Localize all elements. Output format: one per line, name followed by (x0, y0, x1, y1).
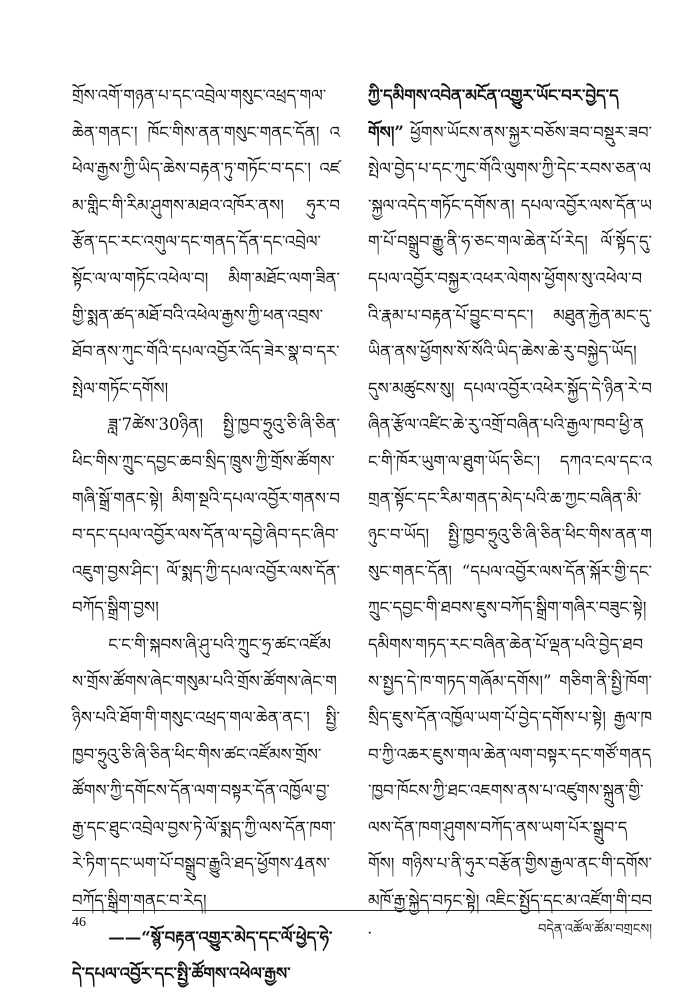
paragraph: ཟླ་7ཚེས་30ཉིན། སྤྱི་ཁྱབ་ཧྲུའུ་ཅི་ཞི་ཅིན་ཕིང་གིས་ཀྲུང་དབྱང་ཆབ་སྲིད་ཁྲུས་ཀྱི་གྲོས་ཚོགས་གཞི་སྒྲོ་གནང་སྟེ། མིག་སྔའི་དཔལ་འབྱོར་གནས་བབ་དང་དཔལ་འབྱོར་ལས་དོན་ལ་དབྱེ་ཞིབ་དང་ཞིབ་འཇུག་བྱས་ཤིང་། ལོ་སྨད་ཀྱི་དཔལ་འབྱོར་ལས་དོན་བཀོད་སྒྲིག་བྱས། (72, 415, 340, 618)
section-heading-continued: ཀྱི་དམིགས་འབེན་མངོན་འགྱུར་ཡོང་བར་བྱེད་དགོས།” (368, 86, 619, 142)
section-heading: ——“སྙོ་བརྟན་འགྱུར་མེད་དང་ལོ་ཕྱེད་ཧེ་དེ་དཔལ་འབྱོར་དང་སྤྱི་ཚོགས་འཕེལ་རྒྱས་ (72, 927, 333, 984)
paragraph: ང་ང་གི་སྐབས་ཞི་ཤུ་པའི་ཀྲུང་ཧྲ་ཚང་འཛོམས་གྲོས་ཚོགས་ཞེང་གསུམ་པའི་གྲོས་ཚོགས་ཞེང་གཉིས་པའི་ཐོག་གི་གསུང་འཕྲད་གལ་ཆེན་ནང་། སྤྱི་ཁྱབ་ཧྲུའུ་ཅི་ཞི་ཅིན་ཕིང་གིས་ཚང་འཛོམས་གྲོས་ཚོགས་ཀྱི་དགོངས་དོན་ལག་བསྟར་དོན་འཁྱོལ་བྱ་རྒྱ་དང་ཐུང་འབྲེལ་བྱས་ཏེ་ལོ་སྨད་ཀྱི་ལས་དོན་ཁག་རེ་ཏིག་དང་ཡག་པོ་བསྒྲུབ་རྒྱུའི་ཐད་ཕྱོགས་4ནས་བཀོད་སྒྲིག་གནང་བ་རེད། (72, 634, 340, 911)
paragraph-text: ཕྱོགས་ཡོངས་ནས་སྐྱར་བཅོས་ཟབ་བསྡུར་ཟབ་སྤེལ་བྱེད་པ་དང་ཀུང་གོའི་ལུགས་ཀྱི་དེང་རབས་ཅན་ལ་སྐྱལ་འདེད་གཏོང་དགོས་ན། དཔལ་འབྱོར་ལས་དོན་ཡག་པོ་བསྒྲུབ་རྒྱུ་ནི་ཧ་ཅང་གལ་ཆེན་པོ་རེད། ལོ་སྟོད་དུ་དཔལ་འབྱོར་བསྐྱར་འཕར་ལེགས་ཕྱོགས་སུ་འཕེལ་བའི་རྣམ་པ་བརྟན་པོ་བྱུང་བ་དང་། མཐུན་རྐྱེན་མང་དུ་ཡིན་ནས་ཕྱོགས་སོ་སོའི་ཡིད་ཆེས་ཆེ་རུ་བསྐྱེད་ཡོད། དུས་མཚུངས་སུ། དཔལ་འབྱོར་འཕེར་སྐྱོད་དེ་ཉིན་རེ་བཞིན་རྩོལ་འཛིང་ཆེ་རུ་འགྲོ་བཞིན་པའི་རྒྱལ་ཁབ་ཕྱི་ནང་གི་ཁོར་ཡུག་ལ་ཐུག་ཡོད་ཅིང་། དཀའ་ངལ་དང་འགྲན་སྟོང་དང་རིམ་གནད་མེད་པའི་ཆ་ཀྱང་བཞིན་མི་ཉུང་བ་ཡོད། སྤྱི་ཁྱབ་ཧྲུའུ་ཅི་ཞི་ཅིན་ཕིང་གིས་ནན་གསུང་གནང་དོན། “དཔལ་འབྱོར་ལས་དོན་སྐོར་གྱི་དང་ཀྲུང་དབྱང་གི་ཐབས་ཇུས་བཀོད་སྒྲིག་གཞིར་བཟུང་སྟེ། དམིགས་གཏད་རང་བཞིན་ཆེན་པོ་ལྡན་པའི་བྱེད་ཐབས་སྤྱད་དེ་ཁ་གཏད་གཞོམ་དགོས།” གཅིག་ནི་སྤྱི་ཁོག་སྲིད་ཇུས་དོན་འཁྱོལ་ཡག་པོ་བྱེད་དགོས་པ་སྟེ། རྒྱལ་ཁབ་ཀྱི་འཆར་ཇུས་གལ་ཆེན་ལག་བསྟར་དང་གཙོ་གནད་ཁྱབ་ཁོངས་ཀྱི་ཐང་འཇགས་ནས་པ་འཛུགས་སྐྲུན་གྱི་ལས་དོན་ཁག་ཤུགས་བཀོད་ནས་ཡག་པོར་སྒྲུབ་དགོས། གཉིས་པ་ནི་ཧུར་བརྩོན་གྱིས་རྒྱལ་ནང་གི་དགོས་མཁོ་རྒྱ་སྐྱེད་བཏང་སྟེ། འཇིང་སྤྱོད་དང་མ་འཛོག་གི་བབ་ (368, 122, 652, 947)
paragraph: གྲོས་འགོ་གཉན་པ་དང་འབྲེལ་གསུང་འཕྲད་གལ་ཆེན་གནང་། ཁོང་གིས་ནན་གསུང་གནང་དོན། འཕེལ་རྒྱས་ཀྱི་ཡིད་ཆེས་བརྟན་ཏུ་གཏོང་བ་དང་། འཛམ་གླིང་གི་རིམ་ཤུགས་མཐའ་འཁོར་ནས། ཧུར་བརྩོན་དང་རང་འགུལ་དང་གནད་དོན་དང་འབྲེལ་སྟོང་ལ་ལ་གཏོང་འཕེལ་བ། མིག་མཐོང་ལག་ཟིན་གྱི་སྨན་ཚད་མཐོ་བའི་འཕེལ་རྒྱས་ཀྱི་ཕན་འབྲས་ཐོབ་ནས་ཀུང་གོའི་དཔལ་འབྱོར་འོད་ཟེར་སྣ་བ་དར་སྤེལ་གཏོང་དགོས། (72, 86, 340, 398)
paragraph (368, 78, 652, 956)
footer-rule (72, 910, 652, 911)
running-title: བདེན་འཚོལ་ཚོམ་བགྲངས། (538, 922, 652, 937)
page-number: 46 (72, 915, 86, 930)
